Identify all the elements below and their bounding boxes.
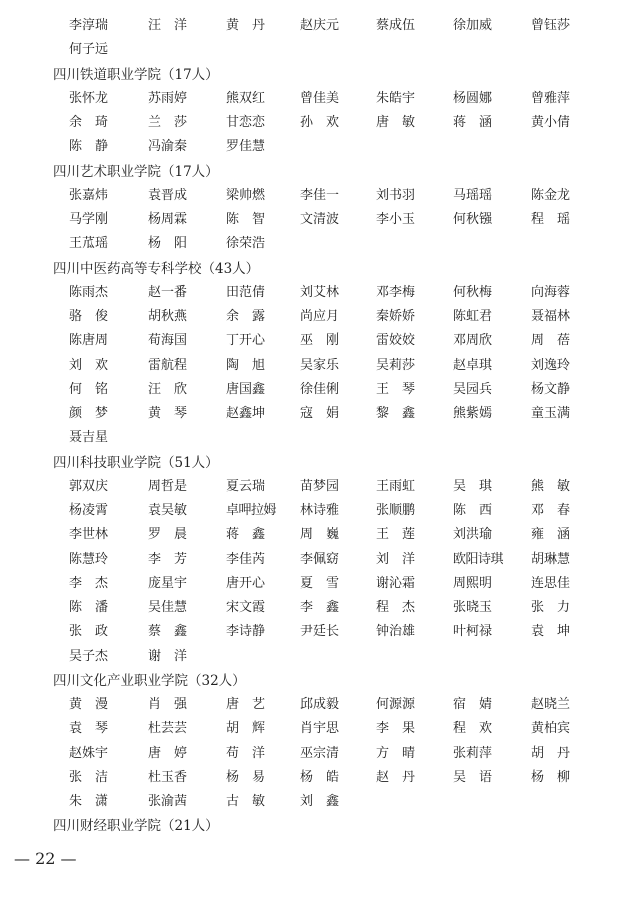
person-name: 蒋 涵 xyxy=(453,115,493,130)
person-name: 张莉萍 xyxy=(453,745,493,761)
person-name: 吴园兵 xyxy=(453,381,493,397)
name-row xyxy=(0,281,640,305)
person-name: 朱皓宇 xyxy=(376,90,416,106)
person-name: 方 晴 xyxy=(376,745,416,761)
person-name: 邓李梅 xyxy=(376,284,416,300)
person-name: 袁 琴 xyxy=(69,721,109,737)
person-name: 林诗雅 xyxy=(300,503,340,518)
name-row xyxy=(0,717,640,741)
person-name: 程 欢 xyxy=(453,721,493,737)
person-name: 李诗静 xyxy=(226,624,266,640)
school-heading xyxy=(0,63,640,87)
person-name: 向海蓉 xyxy=(531,284,571,300)
person-name: 庞星宇 xyxy=(148,575,188,591)
person-name: 田范倩 xyxy=(226,284,266,300)
person-name: 汪 洋 xyxy=(148,18,188,33)
person-name: 宿 婧 xyxy=(453,697,493,712)
person-name: 陈虹君 xyxy=(453,309,493,324)
name-row xyxy=(0,232,640,256)
person-name: 钟治雄 xyxy=(376,624,416,640)
person-name: 袁吴敏 xyxy=(148,503,188,518)
person-name: 何源源 xyxy=(376,697,416,712)
person-name: 邓 春 xyxy=(531,503,571,518)
name-row xyxy=(0,693,640,717)
person-name: 甘恋恋 xyxy=(226,115,266,130)
person-name: 尚应月 xyxy=(300,309,340,324)
person-name: 刘艾林 xyxy=(300,284,340,300)
name-row xyxy=(0,766,640,790)
person-name: 刘洪瑜 xyxy=(453,527,493,543)
name-row xyxy=(0,596,640,620)
person-name: 张 政 xyxy=(69,624,109,640)
person-name: 李世林 xyxy=(69,527,109,543)
person-name: 寇 娟 xyxy=(300,406,340,421)
name-row xyxy=(0,184,640,208)
person-name: 孙 欢 xyxy=(300,115,340,130)
person-name: 王 莲 xyxy=(376,527,416,543)
person-name: 刘 鑫 xyxy=(300,794,340,809)
person-name: 罗 晨 xyxy=(148,527,188,543)
person-name: 夏 雪 xyxy=(300,575,340,591)
person-name: 杨 柳 xyxy=(531,769,571,785)
person-name: 杨 易 xyxy=(226,769,266,785)
person-name: 张顺鹏 xyxy=(376,503,416,518)
person-name: 李淳瑞 xyxy=(69,18,109,33)
person-name: 熊紫嫣 xyxy=(453,406,493,421)
person-name: 刘逸玲 xyxy=(531,357,571,373)
name-row xyxy=(0,135,640,159)
person-name: 杨 阳 xyxy=(148,236,188,252)
name-row xyxy=(0,548,640,572)
person-name: 黄 漫 xyxy=(69,697,109,712)
person-name: 陈慧玲 xyxy=(69,551,109,567)
person-name: 赵晓兰 xyxy=(531,697,571,712)
person-name: 徐佳俐 xyxy=(300,381,340,397)
person-name: 杨 皓 xyxy=(300,769,340,785)
person-name: 吴佳慧 xyxy=(148,600,188,615)
person-name: 雷姣姣 xyxy=(376,333,416,349)
person-name: 卓呷拉姆 xyxy=(226,503,277,518)
school-heading xyxy=(0,814,640,838)
person-name: 吴 语 xyxy=(453,769,493,785)
person-name: 何秋镪 xyxy=(453,212,493,227)
person-name: 李小玉 xyxy=(376,212,416,227)
person-name: 连思佳 xyxy=(531,575,571,591)
person-name: 刘书羽 xyxy=(376,187,416,203)
person-name: 李 芳 xyxy=(148,551,188,567)
person-name: 张怀龙 xyxy=(69,90,109,106)
name-row xyxy=(0,208,640,232)
person-name: 袁晋成 xyxy=(148,187,188,203)
person-name: 聂福林 xyxy=(531,309,571,324)
person-name: 马学刚 xyxy=(69,212,109,227)
person-name: 夏云瑞 xyxy=(226,478,266,494)
person-name: 苗梦园 xyxy=(300,478,340,494)
person-name: 黎 鑫 xyxy=(376,406,416,421)
person-name: 赵一番 xyxy=(148,284,188,300)
school-heading-text: 四川科技职业学院（51人） xyxy=(53,454,219,471)
person-name: 陈唐周 xyxy=(69,333,109,349)
person-name: 冯渝秦 xyxy=(148,139,188,155)
person-name: 颜 梦 xyxy=(69,406,109,421)
person-name: 胡 辉 xyxy=(226,721,266,737)
person-name: 吴 琪 xyxy=(453,478,493,494)
person-name: 陈金龙 xyxy=(531,187,571,203)
person-name: 何 铭 xyxy=(69,381,109,397)
person-name: 李佳芮 xyxy=(226,551,266,567)
person-name: 叶柯禄 xyxy=(453,624,493,640)
person-name: 刘 欢 xyxy=(69,357,109,373)
school-heading-text: 四川中医药高等专科学校（43人） xyxy=(53,260,260,277)
name-row xyxy=(0,426,640,450)
person-name: 聂吉星 xyxy=(69,430,109,446)
person-name: 何秋梅 xyxy=(453,284,493,300)
person-name: 吴子杰 xyxy=(69,648,109,664)
person-name: 马瑶瑶 xyxy=(453,187,493,203)
name-row xyxy=(0,475,640,499)
person-name: 胡秋燕 xyxy=(148,309,188,324)
person-name: 张嘉炜 xyxy=(69,187,109,203)
person-name: 熊双红 xyxy=(226,90,266,106)
person-name: 肖 强 xyxy=(148,697,188,712)
name-row xyxy=(0,572,640,596)
person-name: 周哲是 xyxy=(148,478,188,494)
person-name: 唐 婷 xyxy=(148,745,188,761)
name-row xyxy=(0,523,640,547)
person-name: 苟 洋 xyxy=(226,745,266,761)
person-name: 黄 琴 xyxy=(148,406,188,421)
person-name: 黄小倩 xyxy=(531,115,571,130)
person-name: 张 洁 xyxy=(69,769,109,785)
person-name: 杨文静 xyxy=(531,381,571,397)
person-name: 杨凌霄 xyxy=(69,503,109,518)
person-name: 陈 静 xyxy=(69,139,109,155)
name-row xyxy=(0,354,640,378)
name-row xyxy=(0,38,640,62)
name-row xyxy=(0,87,640,111)
name-row xyxy=(0,742,640,766)
person-name: 郭双庆 xyxy=(69,478,109,494)
person-name: 黄柏宾 xyxy=(531,721,571,737)
school-heading-text: 四川铁道职业学院（17人） xyxy=(53,66,219,83)
person-name: 王雨虹 xyxy=(376,478,416,494)
person-name: 王苽瑶 xyxy=(69,236,109,252)
person-name: 赵鑫坤 xyxy=(226,406,266,421)
name-row xyxy=(0,645,640,669)
person-name: 巫宗清 xyxy=(300,745,340,761)
person-name: 谢沁霜 xyxy=(376,575,416,591)
person-name: 李佩窈 xyxy=(300,551,340,567)
person-name: 程 杰 xyxy=(376,600,416,615)
person-name: 陈雨杰 xyxy=(69,284,109,300)
person-name: 吴莉莎 xyxy=(376,357,416,373)
person-name: 梁帅燃 xyxy=(226,187,266,203)
person-name: 蒋 鑫 xyxy=(226,527,266,543)
person-name: 杨圆娜 xyxy=(453,90,493,106)
person-name: 余 露 xyxy=(226,309,266,324)
school-heading xyxy=(0,669,640,693)
person-name: 李 杰 xyxy=(69,575,109,591)
person-name: 雷航程 xyxy=(148,357,188,373)
person-name: 周 巍 xyxy=(300,527,340,543)
person-name: 李 果 xyxy=(376,721,416,737)
page-number: — 22 — xyxy=(14,849,77,868)
person-name: 赵 丹 xyxy=(376,769,416,785)
person-name: 徐加威 xyxy=(453,18,493,33)
person-name: 朱 潇 xyxy=(69,794,109,809)
person-name: 唐开心 xyxy=(226,575,266,591)
person-name: 雍 涵 xyxy=(531,527,571,543)
name-row xyxy=(0,378,640,402)
person-name: 赵姝宇 xyxy=(69,745,109,761)
school-heading-text: 四川财经职业学院（21人） xyxy=(53,818,219,835)
person-name: 唐国鑫 xyxy=(226,381,266,397)
school-heading xyxy=(0,451,640,475)
school-heading-text: 四川文化产业职业学院（32人） xyxy=(53,672,246,689)
person-name: 邓周欣 xyxy=(453,333,493,349)
person-name: 刘 洋 xyxy=(376,551,416,567)
person-name: 黄 丹 xyxy=(226,18,266,33)
name-row xyxy=(0,402,640,426)
person-name: 陈 潘 xyxy=(69,600,109,615)
person-name: 袁 坤 xyxy=(531,624,571,640)
person-name: 杨周霖 xyxy=(148,212,188,227)
school-heading-text: 四川艺术职业学院（17人） xyxy=(53,163,219,180)
person-name: 陈 智 xyxy=(226,212,266,227)
person-name: 曾佳美 xyxy=(300,90,340,106)
person-name: 欧阳诗琪 xyxy=(453,551,504,567)
person-name: 陶 旭 xyxy=(226,357,266,373)
person-name: 荀海国 xyxy=(148,333,188,349)
name-row xyxy=(0,499,640,523)
person-name: 余 琦 xyxy=(69,115,109,130)
person-name: 骆 俊 xyxy=(69,309,109,324)
person-name: 罗佳慧 xyxy=(226,139,266,155)
person-name: 周熙明 xyxy=(453,575,493,591)
person-name: 杜玉香 xyxy=(148,769,188,785)
person-name: 蔡 鑫 xyxy=(148,624,188,640)
person-name: 吴家乐 xyxy=(300,357,340,373)
school-heading xyxy=(0,160,640,184)
person-name: 张 力 xyxy=(531,600,571,615)
person-name: 何子远 xyxy=(69,42,109,58)
person-name: 张晓玉 xyxy=(453,600,493,615)
person-name: 唐 艺 xyxy=(226,697,266,712)
person-name: 徐荣浩 xyxy=(226,236,266,252)
person-name: 曾雅萍 xyxy=(531,90,571,106)
person-name: 汪 欣 xyxy=(148,381,188,397)
person-name: 张渝茜 xyxy=(148,794,188,809)
name-row xyxy=(0,329,640,353)
person-name: 胡 丹 xyxy=(531,745,571,761)
person-name: 程 瑶 xyxy=(531,212,571,227)
person-name: 宋文霞 xyxy=(226,600,266,615)
person-name: 尹廷长 xyxy=(300,624,340,640)
person-name: 杜芸芸 xyxy=(148,721,188,737)
school-heading xyxy=(0,257,640,281)
person-name: 李 鑫 xyxy=(300,600,340,615)
person-name: 秦娇娇 xyxy=(376,309,416,324)
name-row xyxy=(0,305,640,329)
person-name: 肖宇思 xyxy=(300,721,340,737)
person-name: 熊 敏 xyxy=(531,478,571,494)
person-name: 苏雨婷 xyxy=(148,90,188,106)
person-name: 唐 敏 xyxy=(376,115,416,130)
name-row xyxy=(0,14,640,38)
name-row xyxy=(0,790,640,814)
name-row xyxy=(0,620,640,644)
person-name: 曾钰莎 xyxy=(531,18,571,33)
person-name: 兰 莎 xyxy=(148,115,188,130)
person-name: 李佳一 xyxy=(300,187,340,203)
person-name: 赵卓琪 xyxy=(453,357,493,373)
person-name: 谢 洋 xyxy=(148,648,188,664)
name-row xyxy=(0,111,640,135)
person-name: 丁开心 xyxy=(226,333,266,349)
person-name: 王 琴 xyxy=(376,381,416,397)
person-name: 赵庆元 xyxy=(300,18,340,33)
person-name: 文清波 xyxy=(300,212,340,227)
person-name: 童玉满 xyxy=(531,406,571,421)
person-name: 巫 刚 xyxy=(300,333,340,349)
person-name: 周 蓓 xyxy=(531,333,571,349)
person-name: 蔡成伍 xyxy=(376,18,416,33)
person-name: 古 敏 xyxy=(226,794,266,809)
person-name: 胡琳慧 xyxy=(531,551,571,567)
person-name: 邱成毅 xyxy=(300,697,340,712)
person-name: 陈 西 xyxy=(453,503,493,518)
